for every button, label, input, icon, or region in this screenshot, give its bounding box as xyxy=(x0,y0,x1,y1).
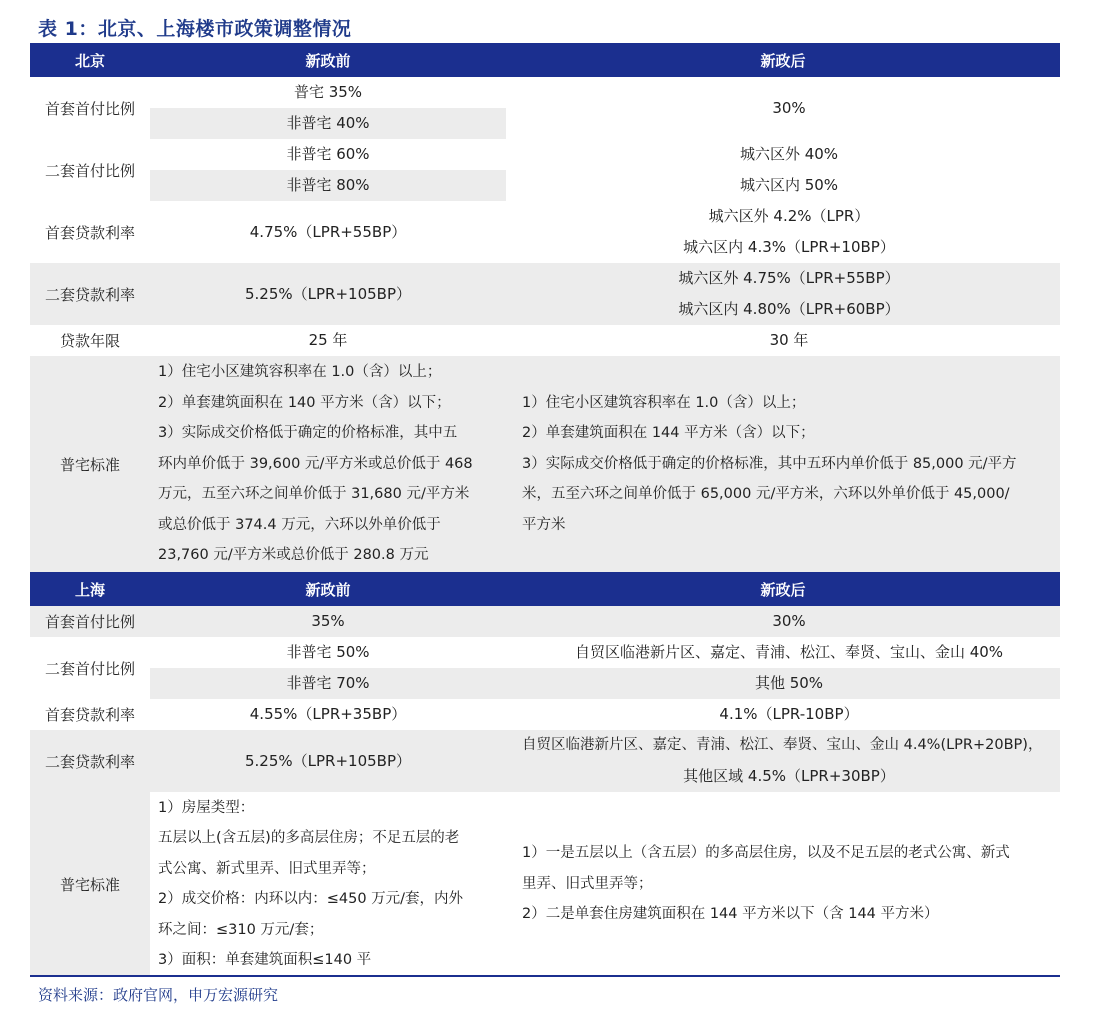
cell-value: 普宅 35% xyxy=(293,83,363,101)
header-city: 上海 xyxy=(74,580,105,599)
cell-value: 25 年 xyxy=(308,331,348,349)
policy-table xyxy=(30,43,1060,976)
table-row xyxy=(30,77,1060,139)
cell-value: 城六区外 40% xyxy=(739,145,839,163)
table-row xyxy=(30,699,1060,730)
cell-value: 30% xyxy=(772,98,806,117)
cell-value: 4.1%（LPR-10BP） xyxy=(719,705,859,723)
table-row xyxy=(30,325,1060,356)
beijing-header-row xyxy=(30,43,1060,77)
cell-value: 其他 50% xyxy=(506,668,1060,699)
header-before: 新政前 xyxy=(305,51,351,70)
cell-value: 城六区内 4.3%（LPR+10BP） xyxy=(683,238,895,256)
cell-value: 30 年 xyxy=(769,331,809,349)
cell-value: 城六区内 4.80%（LPR+60BP） xyxy=(678,300,900,318)
criteria-text: 1）房屋类型： 五层以上(含五层)的多高层住房；不足五层的老 式公寓、新式里弄、旧式里弄等； 2）成交价格：内环以内：≤450 万元/套，内外 环之间：≤310 万元/套； 3）面积：单套建筑面积≤140 平 xyxy=(158,799,464,968)
row-label: 普宅标准 xyxy=(30,792,150,976)
header-before: 新政前 xyxy=(305,580,351,599)
row-label: 二套首付比例 xyxy=(44,659,135,678)
criteria-text: 1）一是五层以上（含五层）的多高层住房，以及不足五层的老式公寓、新式 里弄、旧式里弄等； 2）二是单套住房建筑面积在 144 平方米以下（含 144 平方米） xyxy=(522,845,1010,923)
cell-value: 非普宅 40% xyxy=(150,108,506,139)
shanghai-header-row xyxy=(30,572,1060,606)
row-label: 首套贷款利率 xyxy=(44,223,135,242)
table-row xyxy=(30,263,1060,325)
cell-value: 自贸区临港新片区、嘉定、青浦、松江、奉贤、宝山、金山 40% xyxy=(574,643,1004,661)
table-row xyxy=(30,201,1060,263)
header-after: 新政后 xyxy=(760,51,806,70)
table-row xyxy=(30,356,1060,572)
table-title: 表 1：北京、上海楼市政策调整情况 xyxy=(38,18,352,40)
cell-value: 35% xyxy=(311,612,345,630)
table-row xyxy=(30,792,1060,976)
row-label: 二套首付比例 xyxy=(44,161,135,180)
cell-value: 非普宅 70% xyxy=(150,668,506,699)
cell-value: 城六区内 50% xyxy=(739,176,839,194)
row-label: 二套贷款利率 xyxy=(44,285,135,304)
table-row xyxy=(30,606,1060,637)
cell-value: 4.55%（LPR+35BP） xyxy=(249,705,407,723)
bottom-rule xyxy=(30,975,1060,977)
cell-value: 城六区外 4.75%（LPR+55BP） xyxy=(678,269,900,287)
row-label: 普宅标准 xyxy=(59,455,120,474)
row-label: 首套贷款利率 xyxy=(44,706,135,724)
cell-value: 非普宅 60% xyxy=(286,145,370,163)
cell-value: 5.25%（LPR+105BP） xyxy=(244,284,411,303)
row-label: 贷款年限 xyxy=(59,332,120,350)
cell-value: 自贸区临港新片区、嘉定、青浦、松江、奉贤、宝山、金山 4.4%(LPR+20BP)， xyxy=(522,737,1043,753)
header-after: 新政后 xyxy=(760,580,806,599)
table-row xyxy=(30,730,1060,792)
cell-value: 非普宅 80% xyxy=(150,170,506,201)
row-label: 首套首付比例 xyxy=(44,613,135,631)
criteria-text: 1）住宅小区建筑容积率在 1.0（含）以上； 2）单套建筑面积在 140 平方米（含）以下； 3）实际成交价格低于确定的价格标准，其中五 环内单价低于 39,600 元/平方米或总价低于 468 万元，五至六环之间单价低于 31,680 元/平方米 或总价低于 374.4 万元，六环以外单价低于 23,760 元/平方米或总价低于 280.8 万元 xyxy=(158,364,473,564)
cell-value: 城六区外 4.2%（LPR） xyxy=(708,207,870,225)
header-city: 北京 xyxy=(74,51,105,70)
row-label: 二套贷款利率 xyxy=(44,752,135,771)
source-note: 资料来源：政府官网，申万宏源研究 xyxy=(38,986,279,1004)
cell-value: 30% xyxy=(772,612,806,630)
table-row xyxy=(30,637,1060,699)
table-row xyxy=(30,139,1060,201)
criteria-text: 1）住宅小区建筑容积率在 1.0（含）以上； 2）单套建筑面积在 144 平方米（含）以下； 3）实际成交价格低于确定的价格标准，其中五环内单价低于 85,000 元/平方 米，五至六环之间单价低于 65,000 元/平方米，六环以外单价低于 45,000/ 平方米 xyxy=(522,394,1017,533)
row-label: 首套首付比例 xyxy=(44,99,135,118)
cell-value: 4.75%（LPR+55BP） xyxy=(249,222,407,241)
cell-value: 非普宅 50% xyxy=(286,643,370,661)
cell-value: 其他区域 4.5%（LPR+30BP） xyxy=(683,767,895,785)
cell-value: 5.25%（LPR+105BP） xyxy=(244,751,411,770)
